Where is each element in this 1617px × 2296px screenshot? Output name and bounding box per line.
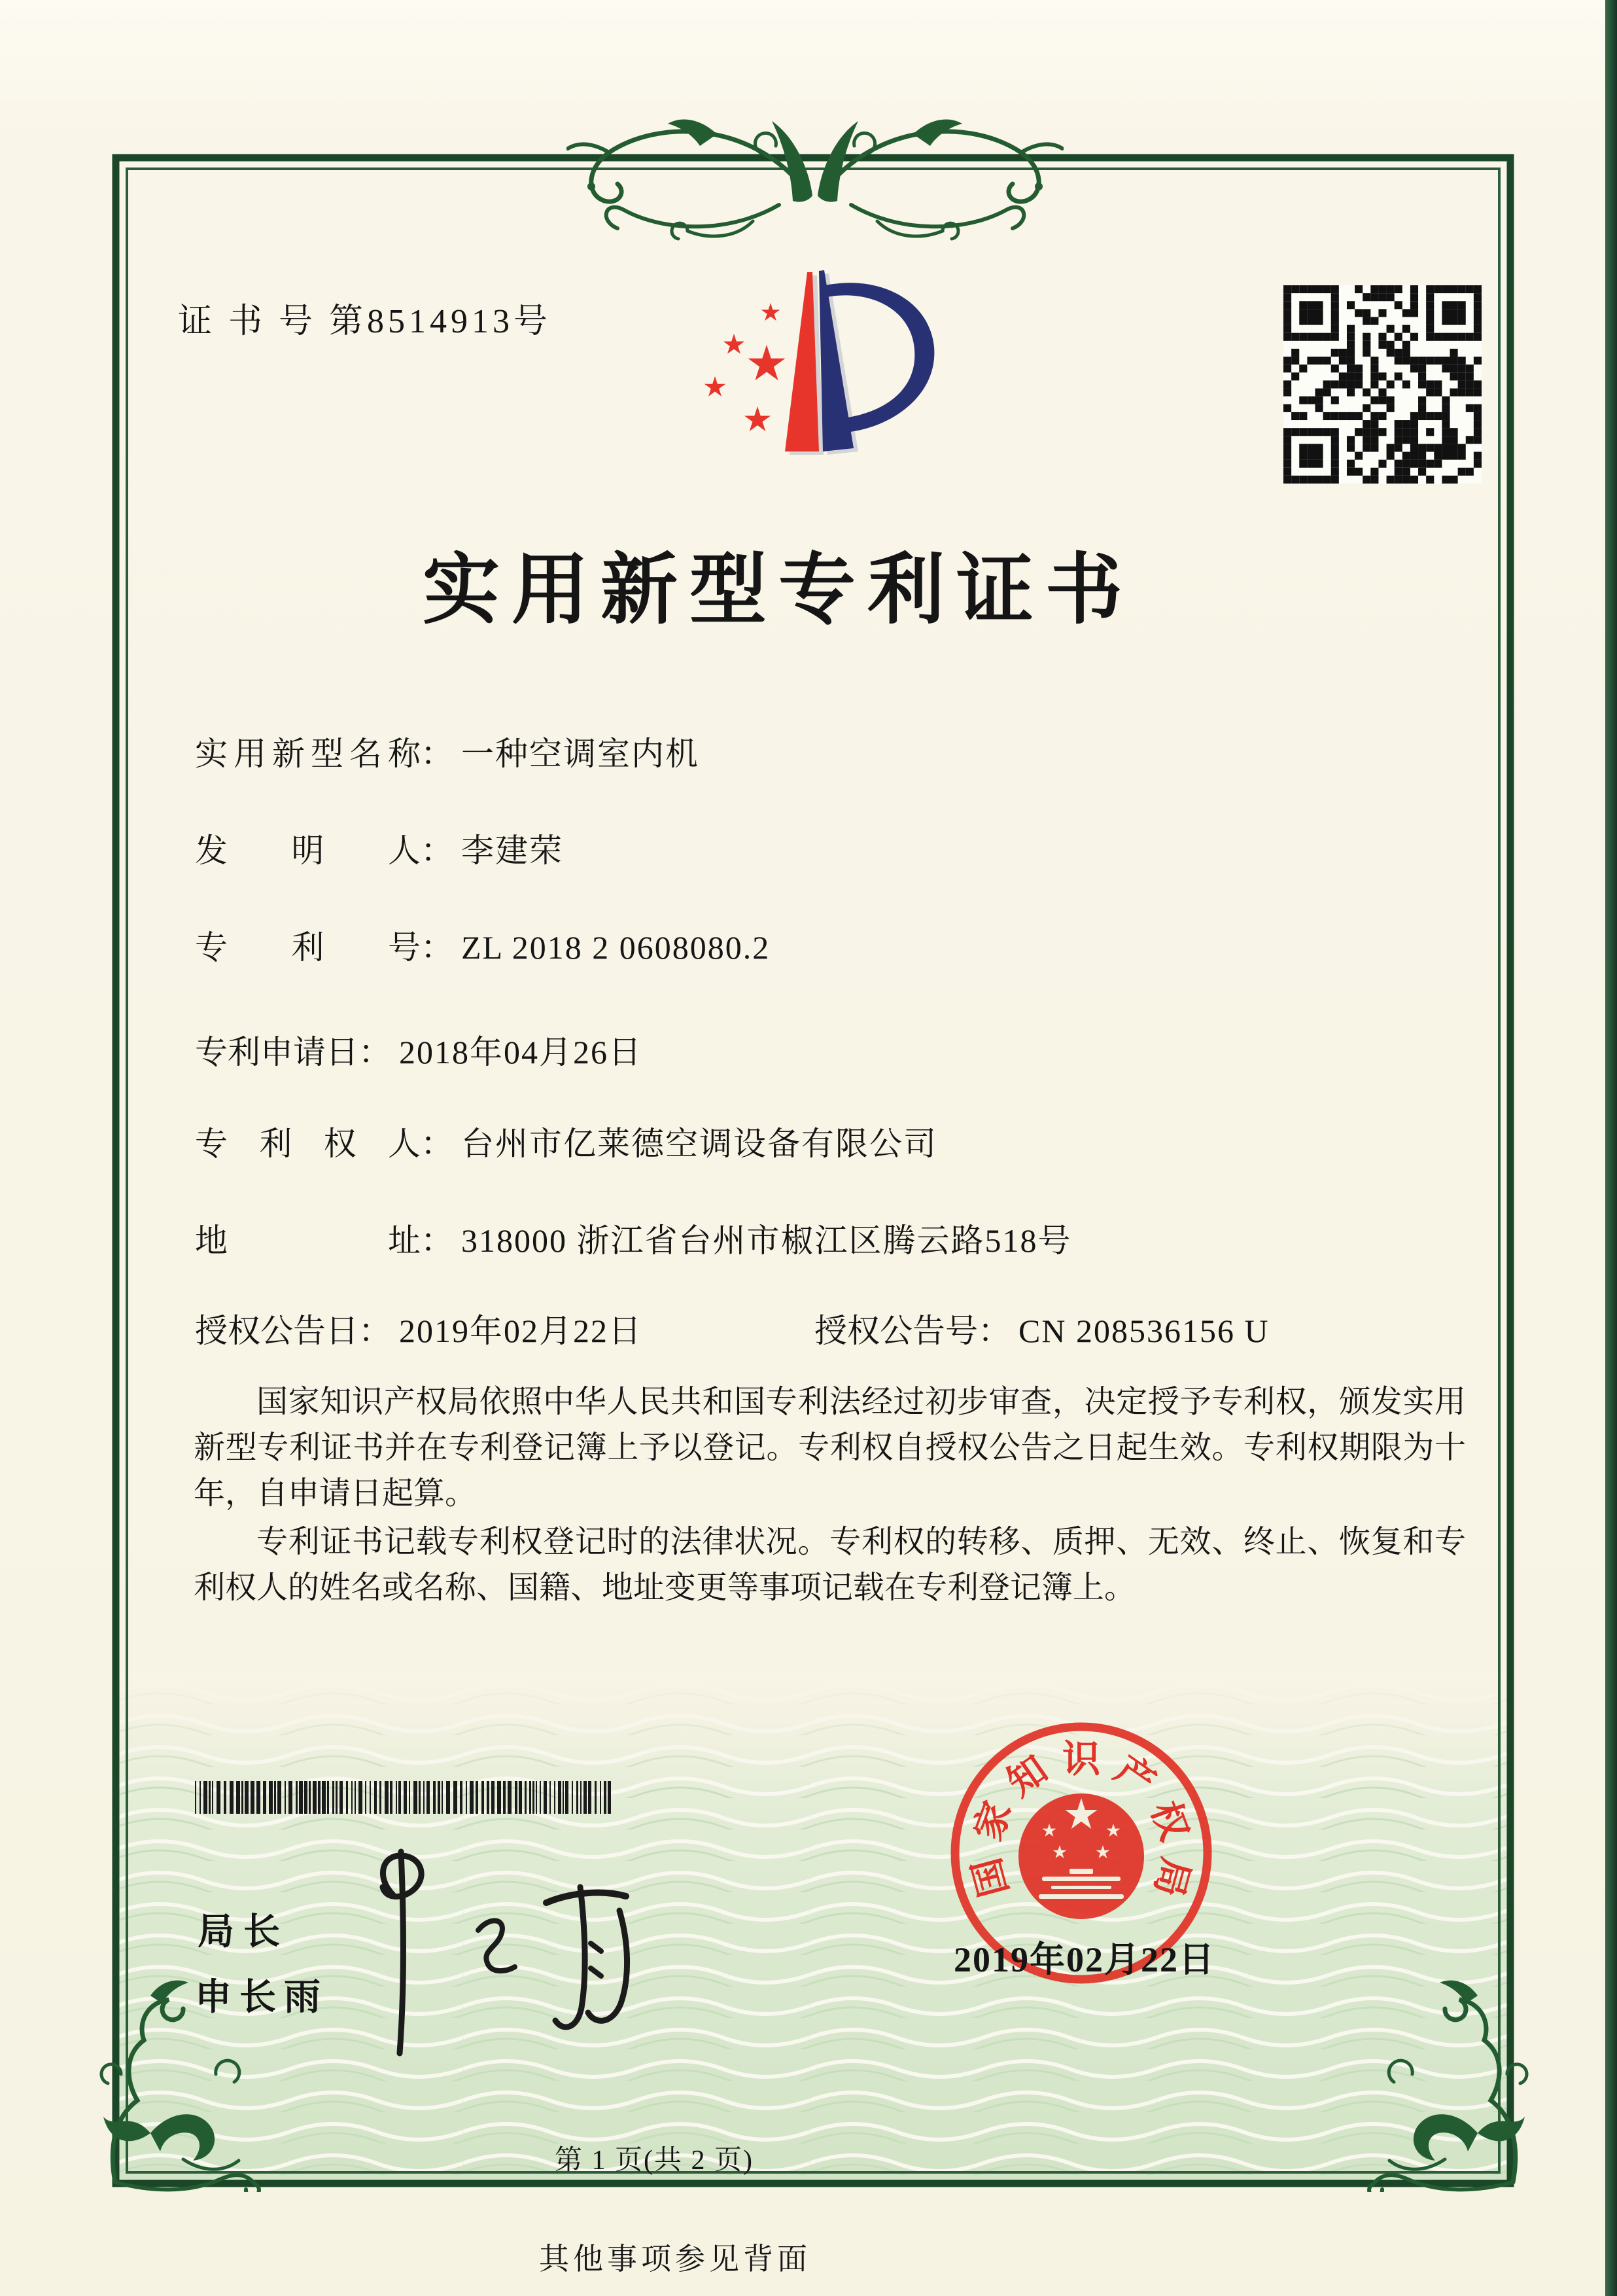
field-row-address	[195, 1214, 1072, 1262]
field-label: 专利权人	[195, 1125, 421, 1162]
field-label: 专利号	[195, 929, 421, 966]
svg-text:权: 权	[1143, 1795, 1196, 1846]
svg-text:局: 局	[1146, 1853, 1198, 1901]
svg-text:国: 国	[965, 1853, 1017, 1901]
svg-text:知: 知	[1000, 1748, 1056, 1805]
field-value: 台州市亿莱德空调设备有限公司	[461, 1125, 937, 1162]
certificate-number: 证 书 号 第8514913号	[178, 303, 552, 340]
qr-code-icon	[1283, 285, 1482, 484]
field-label: 发明人	[195, 832, 421, 869]
field-colon: ：	[358, 1313, 391, 1349]
svg-text:产: 产	[1107, 1748, 1163, 1805]
grant-date-label: 授权公告日	[195, 1313, 358, 1349]
grant-number-segment	[814, 1305, 1270, 1352]
svg-text:识: 识	[1062, 1738, 1101, 1780]
field-value: ZL 2018 2 0608080.2	[461, 929, 771, 966]
dragon-flourish-top-ornament	[566, 115, 1064, 268]
svg-text:家: 家	[966, 1795, 1020, 1846]
field-row-inventor	[195, 824, 563, 872]
field-colon: ：	[421, 735, 453, 772]
body-paragraph-grant: 国家知识产权局依照中华人民共和国专利法经过初步审查，决定授予专利权，颁发实用新型专利证书并在专利登记簿上予以登记。专利权自授权公告之日起生效。专利权期限为十年，自申请日起算。	[194, 1385, 1466, 1511]
seal-national-emblem	[1018, 1793, 1144, 1919]
logo-navy-wedge	[819, 270, 854, 451]
field-colon: ：	[978, 1313, 1011, 1349]
field-value: 一种空调室内机	[461, 735, 699, 772]
barcode-icon	[195, 1781, 615, 1814]
page-indicator: 第 1 页(共 2 页)	[555, 2146, 754, 2176]
field-label: 专利申请日	[195, 1034, 358, 1070]
field-row-patentee	[195, 1118, 937, 1165]
certificate-title: 实用新型专利证书	[422, 548, 1135, 633]
field-label: 实用新型名称	[195, 735, 421, 772]
grant-number-value: CN 208536156 U	[1018, 1313, 1270, 1349]
commissioner-name: 申长雨	[195, 1977, 328, 2018]
field-colon: ：	[421, 1222, 453, 1259]
field-label: 地址	[195, 1222, 421, 1259]
seal-date: 2019年02月22日	[954, 1940, 1215, 1979]
floral-flourish-bottom-right	[1340, 1976, 1576, 2192]
cnipa-logo-icon	[687, 256, 1027, 472]
grant-date-value: 2019年02月22日	[399, 1313, 642, 1349]
grant-number-label: 授权公告号	[814, 1313, 978, 1349]
field-value: 李建荣	[461, 832, 563, 869]
back-note: 其他事项参见背面	[539, 2242, 811, 2276]
commissioner-title: 局长	[198, 1912, 289, 1952]
field-colon: ：	[421, 929, 453, 966]
field-row-patent-no	[195, 921, 770, 968]
logo-stars	[704, 303, 786, 431]
signature-icon	[330, 1832, 670, 2068]
grant-row	[195, 1305, 1270, 1352]
field-colon: ：	[358, 1034, 391, 1070]
field-row-name	[195, 728, 699, 775]
field-row-filing-date	[195, 1026, 642, 1073]
field-value: 2018年04月26日	[399, 1034, 642, 1070]
body-paragraph-register: 专利证书记载专利权登记时的法律状况。专利权的转移、质押、无效、终止、恢复和专利权人的姓名或名称、国籍、地址变更等事项记载在专利登记簿上。	[194, 1525, 1466, 1605]
field-colon: ：	[421, 1125, 453, 1162]
field-value: 318000 浙江省台州市椒江区腾云路518号	[461, 1222, 1072, 1259]
scan-edge-strip	[1605, 0, 1617, 2296]
field-colon: ：	[421, 832, 453, 869]
